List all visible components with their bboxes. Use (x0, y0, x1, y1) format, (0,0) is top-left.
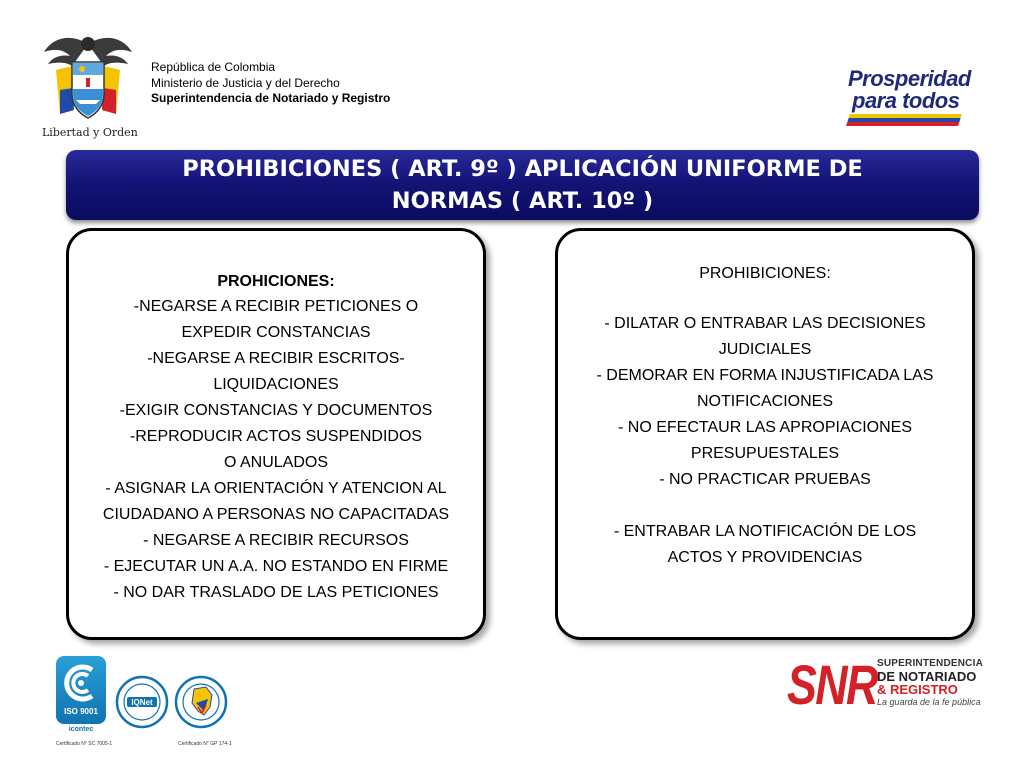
left-panel-content (69, 270, 483, 606)
list-item: O ANULADOS (223, 454, 329, 471)
ntcgp-certificate (174, 675, 228, 734)
page-title (123, 153, 923, 217)
right-panel-content (558, 263, 972, 571)
icontec-brand: icontec (68, 726, 94, 733)
title-line1: PROHIBICIONES ( ART. 9º ) APLICACIÓN UNIFORME DE (182, 156, 863, 182)
list-item: - NO EFECTAUR LAS APROPIACIONES (618, 419, 912, 436)
snr-line2: DE NOTARIADO (877, 669, 977, 684)
list-item: -EXIGIR CONSTANCIAS Y DOCUMENTOS (119, 402, 433, 419)
list-item: ACTOS Y PROVIDENCIAS (667, 549, 863, 566)
org-superintendence: Superintendencia de Notariado y Registro (151, 91, 391, 105)
icontec-iso-certificate (56, 656, 106, 724)
list-item: - ASIGNAR LA ORIENTACIÓN Y ATENCION AL (105, 480, 447, 497)
left-panel-heading: PROHICIONES: (217, 273, 335, 290)
list-item: - DILATAR O ENTRABAR LAS DECISIONES (604, 315, 926, 332)
list-item: PRESUPUESTALES (690, 445, 840, 462)
certificate-number-sc: Certificado N° SC 7005-1 (56, 741, 113, 747)
certificate-number-gp: Certificado N° GP 174-1 (178, 741, 232, 747)
spacer (558, 493, 972, 519)
title-line2: NORMAS ( ART. 10º ) (391, 188, 654, 214)
org-ministry: Ministerio de Justicia y del Derecho (151, 75, 340, 90)
left-prohibitions-panel (66, 228, 486, 640)
iqnet-certificate (115, 675, 169, 734)
list-item: -NEGARSE A RECIBIR ESCRITOS- (147, 350, 405, 367)
list-item: -REPRODUCIR ACTOS SUSPENDIDOS (129, 428, 423, 445)
snr-text-block (877, 657, 983, 709)
list-item: CIUDADANO A PERSONAS NO CAPACITADAS (102, 506, 450, 523)
iqnet-seal-icon (115, 675, 169, 729)
snr-abbreviation: SNR (787, 653, 877, 716)
snr-logo (787, 655, 997, 715)
list-item: - EJECUTAR UN A.A. NO ESTANDO EN FIRME (103, 558, 449, 575)
crest-motto: Libertad y Orden (42, 126, 138, 139)
list-item: - NEGARSE A RECIBIR RECURSOS (143, 532, 409, 549)
iso-label: ISO 9001 (64, 707, 98, 716)
list-item: LIQUIDACIONES (213, 376, 339, 393)
icontec-c-icon (62, 662, 100, 704)
colombia-coat-of-arms (42, 30, 138, 142)
eagle-shield-icon (42, 30, 134, 120)
title-banner (66, 150, 979, 220)
list-item: JUDICIALES (718, 341, 812, 358)
flag-stripes-icon (846, 114, 962, 126)
spacer (558, 285, 972, 311)
prosperidad-slogan-line2: para todos (852, 88, 960, 113)
list-item: -NEGARSE A RECIBIR PETICIONES O (133, 298, 419, 315)
prosperidad-slogan-line1: Prosperidad (848, 66, 971, 91)
list-item: - ENTRABAR LA NOTIFICACIÓN DE LOS (613, 523, 917, 540)
snr-tagline: La guarda de la fe pública (877, 697, 981, 707)
right-panel-heading: PROHIBICIONES: (699, 265, 831, 282)
list-item: NOTIFICACIONES (696, 393, 833, 410)
iqnet-label: IQNet (131, 698, 153, 707)
right-prohibitions-panel (555, 228, 975, 640)
list-item: EXPEDIR CONSTANCIAS (181, 324, 371, 341)
list-item: - DEMORAR EN FORMA INJUSTIFICADA LAS (596, 367, 934, 384)
prosperidad-logo (848, 66, 971, 132)
snr-line1: SUPERINTENDENCIA (877, 658, 983, 669)
colombia-map-seal-icon (174, 675, 228, 729)
list-item: - NO DAR TRASLADO DE LAS PETICIONES (113, 584, 439, 601)
list-item: - NO PRACTICAR PRUEBAS (659, 471, 871, 488)
org-country: República de Colombia (151, 60, 276, 74)
organization-block (151, 60, 390, 107)
snr-line3: & REGISTRO (877, 682, 958, 697)
